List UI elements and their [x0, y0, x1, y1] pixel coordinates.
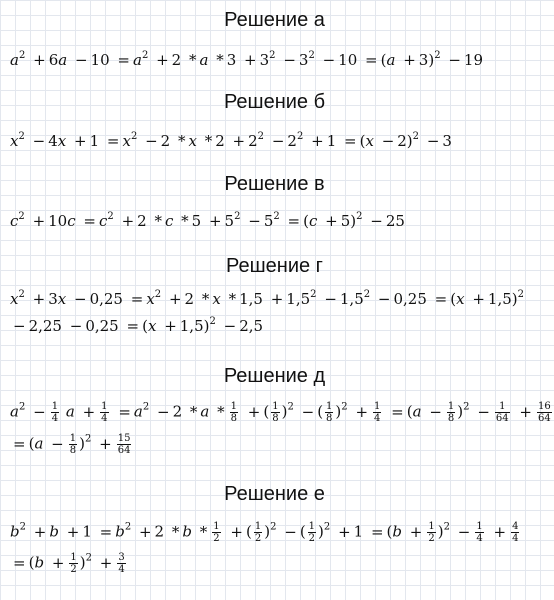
solution-g-line-1: $x^2 + 3x - 0,25 = x^2 + 2 * x * 1,5 + 1,5^2 - 1,5^2 - 0,25 = (x + 1,5)^2$	[10, 289, 525, 308]
solution-d-line-1: $a^2$ − $\frac{1}{4}$ a + $\frac{1}{4}$ = $a^2 - 2 * a$ * $\frac{1}{8}$ + ( $\frac{1}{8}$ )$^2$ − ( $\frac{1}{8}$ )$^2$ + $\frac{1}{4}$ = (a − $\frac{1}{8}$ )$^2$ − $\frac{1}{64}$ + $\frac{16}{64}$	[10, 401, 551, 424]
solution-b-line-1: $x^2 - 4x + 1 = x^2 - 2 * x * 2 + 2^2 - 2^2 + 1 = (x - 2)^2 - 3$	[10, 131, 452, 150]
solution-v-line-1: $c^2 + 10c = c^2 + 2 * c * 5 + 5^2 - 5^2 = (c + 5)^2 - 25$	[10, 211, 405, 230]
solution-d-line-2: = (a − $\frac{1}{8}$ )$^2$ + $\frac{15}{64}$	[13, 433, 131, 456]
section-title-b: Решение б	[223, 91, 326, 113]
solution-g-line-2: − $2,25 - 0,25 = (x + 1,5)^2 - 2,5$	[13, 316, 264, 335]
solution-a-line-1: $a^2 + 6a - 10 = a^2 + 2 * a * 3 + 3^2 - 3^2 - 10 = (a + 3)^2 - 19$	[10, 50, 484, 69]
section-title-e: Решение е	[224, 483, 325, 505]
section-title-v: Решение в	[224, 173, 325, 195]
section-title-g: Решение г	[226, 255, 323, 277]
section-title-a: Решение а	[224, 9, 325, 31]
section-title-d: Решение д	[223, 365, 326, 387]
solution-e-line-2: = (b + $\frac{1}{2}$ )$^2$ + $\frac{3}{4}$	[13, 552, 125, 575]
solution-e-line-1: $b^2 + b + 1 = b^2 + 2 * b$ * $\frac{1}{2}$ + ( $\frac{1}{2}$ )$^2$ − ( $\frac{1}{2}$ )$^2$ + 1 = (b + $\frac{1}{2}$ )$^2$ − $\frac{1}{4}$ + $\frac{4}{4}$	[10, 521, 519, 544]
